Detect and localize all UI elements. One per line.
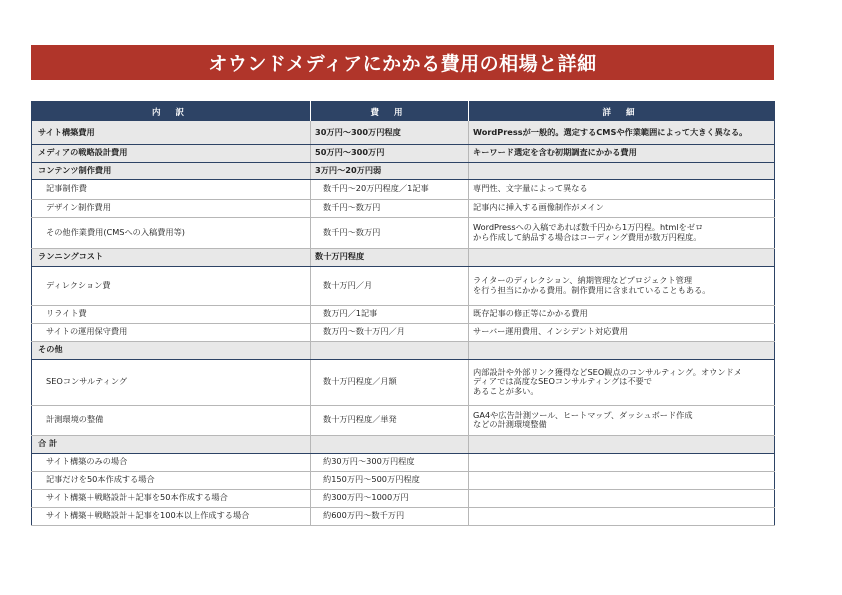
cost-cell: 約150万円～500万円程度: [311, 471, 469, 489]
cost-cell: [311, 341, 469, 359]
breakdown-cell: コンテンツ制作費用: [32, 162, 311, 179]
table-row: [32, 266, 775, 305]
table-row: [32, 471, 775, 489]
header-detail: 詳 細: [469, 102, 775, 122]
breakdown-cell: その他作業費用(CMSへの入稿費用等): [32, 217, 311, 248]
detail-cell: [469, 507, 775, 525]
cost-cell: 約300万円～1000万円: [311, 489, 469, 507]
detail-cell: [469, 489, 775, 507]
breakdown-cell: ディレクション費: [32, 266, 311, 305]
detail-cell: GA4や広告計測ツール、ヒートマップ、ダッシュボード作成 などの計測環境整備: [469, 405, 775, 435]
detail-cell: [469, 162, 775, 179]
detail-cell: [469, 248, 775, 266]
category-row: [32, 144, 775, 162]
detail-cell: [469, 453, 775, 471]
breakdown-cell: 記事制作費: [32, 179, 311, 199]
breakdown-cell: サイト構築＋戦略設計＋記事を50本作成する場合: [32, 489, 311, 507]
detail-cell: 記事内に挿入する画像制作がメイン: [469, 199, 775, 217]
cost-cell: 数十万円／月: [311, 266, 469, 305]
breakdown-cell: 記事だけを50本作成する場合: [32, 471, 311, 489]
table-row: [32, 359, 775, 405]
detail-cell: [469, 471, 775, 489]
cost-cell: 数千円～数万円: [311, 199, 469, 217]
breakdown-cell: サイト構築のみの場合: [32, 453, 311, 471]
breakdown-cell: ランニングコスト: [32, 248, 311, 266]
cost-cell: 3万円～20万円弱: [311, 162, 469, 179]
header-breakdown: 内 訳: [32, 102, 311, 122]
cost-cell: 数万円／1記事: [311, 305, 469, 323]
cost-cell: 数十万円程度／月額: [311, 359, 469, 405]
detail-cell: 内部設計や外部リンク獲得などSEO観点のコンサルティング。オウンドメ ディアでは高度なSEOコンサルティングは不要で あることが多い。: [469, 359, 775, 405]
category-row: [32, 121, 775, 144]
table-row: [32, 217, 775, 248]
table-row: [32, 405, 775, 435]
breakdown-cell: デザイン制作費用: [32, 199, 311, 217]
table-row: [32, 507, 775, 525]
table-row: [32, 489, 775, 507]
breakdown-cell: サイト構築費用: [32, 121, 311, 144]
header-cost: 費 用: [311, 102, 469, 122]
table-row: [32, 179, 775, 199]
cost-cell: 約30万円～300万円程度: [311, 453, 469, 471]
detail-cell: キーワード選定を含む初期調査にかかる費用: [469, 144, 775, 162]
category-row: [32, 162, 775, 179]
detail-cell: サーバー運用費用、インシデント対応費用: [469, 323, 775, 341]
table-row: [32, 305, 775, 323]
cost-cell: 約600万円～数千万円: [311, 507, 469, 525]
table-row: [32, 323, 775, 341]
cost-table: [31, 101, 775, 526]
table-header-row: [32, 102, 775, 122]
category-row: [32, 341, 775, 359]
table-row: [32, 453, 775, 471]
detail-cell: ライターのディレクション、納期管理などプロジェクト管理 を行う担当にかかる費用。制作費用に含まれていることもある。: [469, 266, 775, 305]
breakdown-cell: 合 計: [32, 435, 311, 453]
detail-cell: WordPressへの入稿であれば数千円から1万円程。htmlをゼロ から作成して納品する場合はコーディング費用が数万円程度。: [469, 217, 775, 248]
detail-cell: 専門性、文字量によって異なる: [469, 179, 775, 199]
category-row: [32, 435, 775, 453]
table-row: [32, 199, 775, 217]
cost-cell: 数十万円程度: [311, 248, 469, 266]
cost-cell: 数千円～数万円: [311, 217, 469, 248]
detail-cell: 既存記事の修正等にかかる費用: [469, 305, 775, 323]
breakdown-cell: メディアの戦略設計費用: [32, 144, 311, 162]
cost-cell: 数千円～20万円程度／1記事: [311, 179, 469, 199]
cost-cell: 数十万円程度／単発: [311, 405, 469, 435]
page-title: オウンドメディアにかかる費用の相場と詳細: [31, 45, 774, 80]
breakdown-cell: SEOコンサルティング: [32, 359, 311, 405]
category-row: [32, 248, 775, 266]
cost-cell: 30万円～300万円程度: [311, 121, 469, 144]
cost-cell: 50万円～300万円: [311, 144, 469, 162]
detail-cell: [469, 341, 775, 359]
breakdown-cell: その他: [32, 341, 311, 359]
breakdown-cell: リライト費: [32, 305, 311, 323]
breakdown-cell: サイトの運用保守費用: [32, 323, 311, 341]
cost-cell: [311, 435, 469, 453]
cost-cell: 数万円～数十万円／月: [311, 323, 469, 341]
breakdown-cell: 計測環境の整備: [32, 405, 311, 435]
detail-cell: [469, 435, 775, 453]
detail-cell: WordPressが一般的。選定するCMSや作業範囲によって大きく異なる。: [469, 121, 775, 144]
breakdown-cell: サイト構築＋戦略設計＋記事を100本以上作成する場合: [32, 507, 311, 525]
